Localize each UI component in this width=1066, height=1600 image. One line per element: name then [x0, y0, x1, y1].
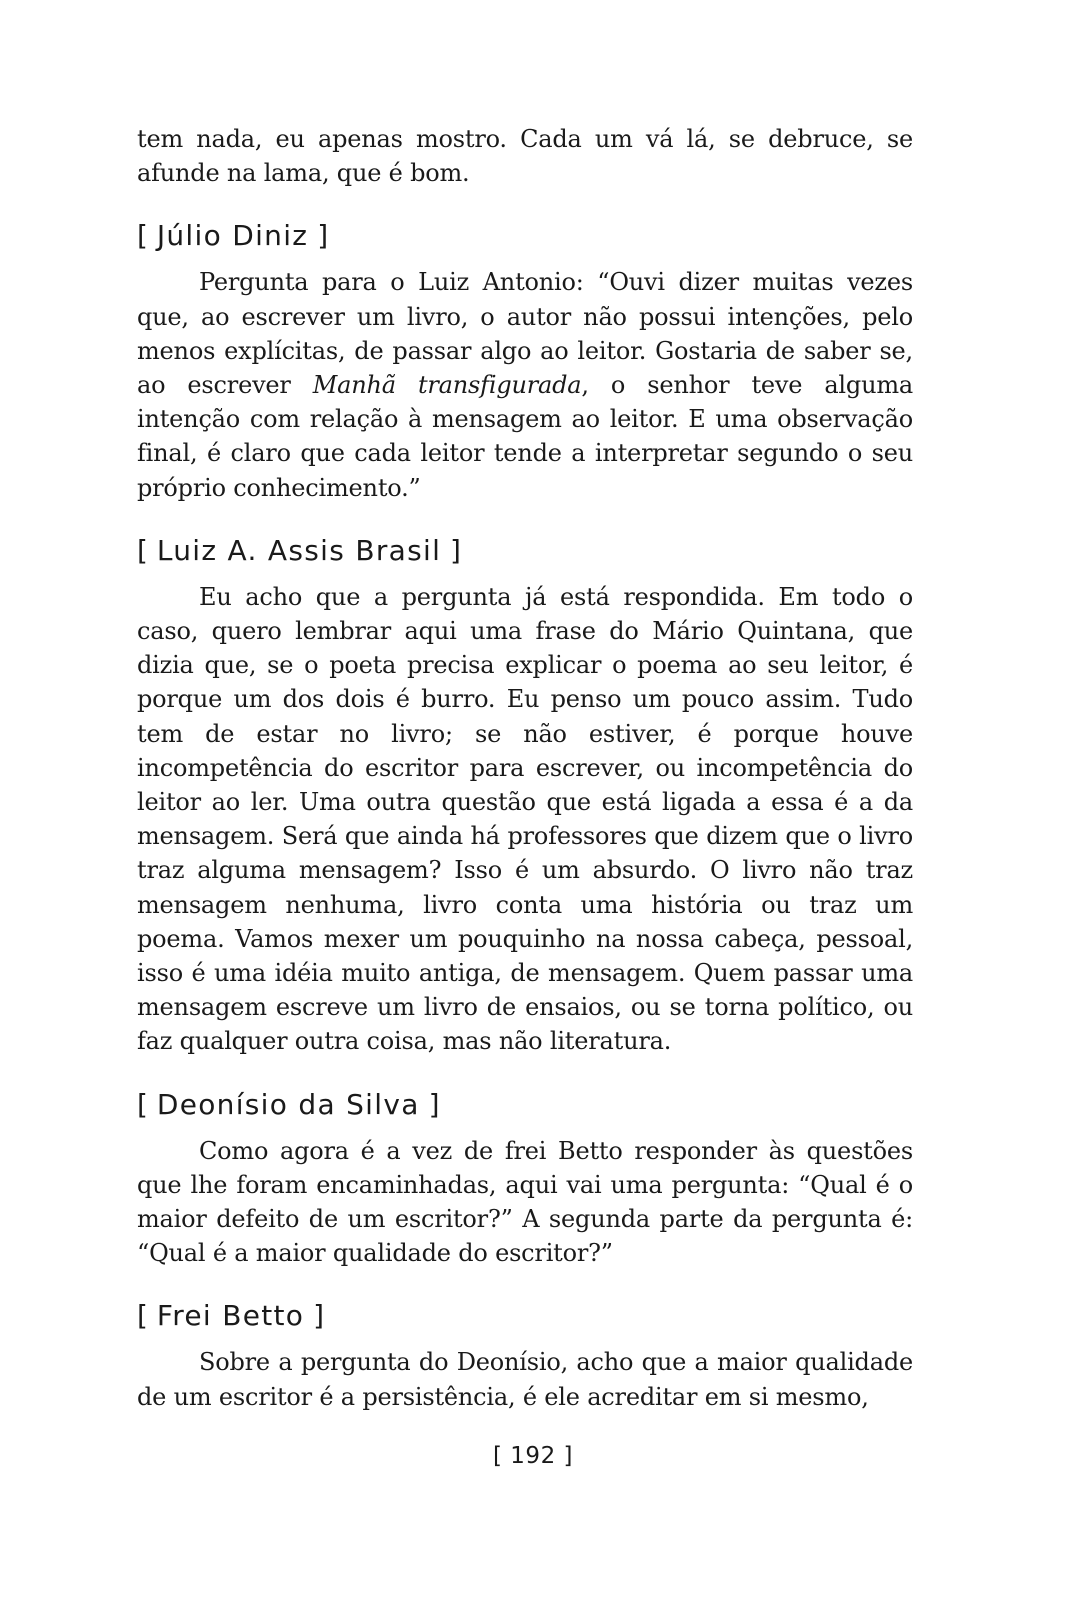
- speaker-heading-frei-betto: [ Frei Betto ]: [137, 1299, 325, 1333]
- speaker-heading-julio-diniz: [ Júlio Diniz ]: [137, 219, 329, 253]
- speaker-heading-deonisio-da-silva: [ Deonísio da Silva ]: [137, 1087, 440, 1121]
- speaker-heading-luiz-assis-brasil: [ Luiz A. Assis Brasil ]: [137, 533, 461, 567]
- speaker-name: Luiz A. Assis Brasil: [156, 533, 442, 567]
- speaker-name: Júlio Diniz: [156, 219, 309, 253]
- paragraph-answer-luiz: Eu acho que a pergunta já está respondida. Em todo o caso, quero lembrar aqui uma frase do Mário Quintana, que dizia que, se o poeta precisa explicar o poema ao seu leitor, é porque um dos dois é burro. Eu penso um pouco assim. Tudo tem de estar no livro; se não estiver, é porque houve incompetência do escritor para escrever, ou incompetência do leitor ao ler. Uma outra questão que está ligada a essa é a da mensagem. Será que ainda há professores que dizem que o livro traz alguma mensagem? Isso é um absurdo. O livro não traz mensagem nenhuma, livro conta uma história ou traz um poema. Vamos mexer um pouquinho na nossa cabeça, pessoal, isso é uma idéia muito antiga, de mensagem. Quem passar uma mensagem escreve um livro de ensaios, ou se torna político, ou faz qualquer outra coisa, mas não literatura.: [137, 582, 913, 1056]
- paragraph-question-julio: [137, 265, 913, 504]
- speaker-name: Deonísio da Silva: [156, 1087, 420, 1121]
- paragraph-text: , o senhor teve alguma intenção com relação à mensagem ao leitor. E uma observação final, é claro que cada leitor tende a interpretar segundo o seu próprio conhecimento.”: [137, 371, 913, 502]
- paragraph-question-deonisio: Como agora é a vez de frei Betto responder às questões que lhe foram encaminhadas, aqui vai uma pergunta: “Qual é o maior defeito de um escritor?” A segunda parte da pergunta é: “Qual é a maior qualidade do escritor?”: [137, 1136, 913, 1268]
- paragraph-text: Pergunta para o Luiz Antonio: “Ouvi dizer muitas vezes que, ao escrever um livro, o autor não possui intenções, pelo menos explícitas, de passar algo ao leitor. Gostaria de saber se, ao escrever: [137, 268, 913, 400]
- page-number: [ 192 ]: [493, 1443, 573, 1469]
- paragraph-continuation: tem nada, eu apenas mostro. Cada um vá lá, se debruce, se afunde na lama, que é bom.: [137, 125, 913, 188]
- speaker-name: Frei Betto: [156, 1299, 305, 1333]
- page-body: [137, 122, 913, 1414]
- book-title: Manhã transfigurada: [312, 371, 582, 400]
- paragraph-answer-frei-betto: Sobre a pergunta do Deonísio, acho que a maior qualidade de um escritor é a persistência, é ele acreditar em si mesmo,: [137, 1348, 913, 1411]
